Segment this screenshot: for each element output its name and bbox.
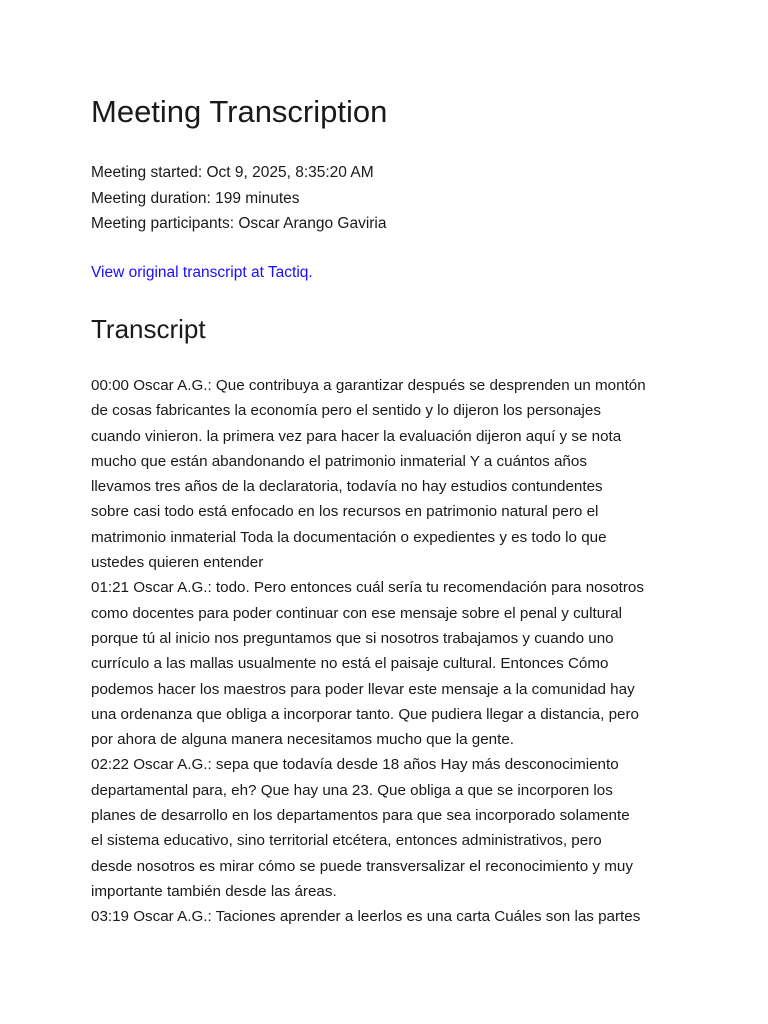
transcript-line: por ahora de alguna manera necesitamos mucho que la gente.: [91, 731, 514, 749]
transcript-entry: [91, 575, 681, 752]
meeting-meta: [91, 160, 387, 237]
transcript-line: matrimonio inmaterial Toda la documentación o expedientes y es todo lo que: [91, 528, 607, 546]
transcript-line: cuando vinieron. la primera vez para hacer la evaluación dijeron aquí y se nota: [91, 427, 622, 445]
transcript-line: 01:21 Oscar A.G.: todo. Pero entonces cuál sería tu recomendación para nosotros: [91, 579, 644, 597]
transcript-body: [91, 373, 681, 930]
transcript-line: el sistema educativo, sino territorial etcétera, entonces administrativos, pero: [91, 832, 602, 850]
transcript-line: 03:19 Oscar A.G.: Taciones aprender a leerlos es una carta Cuáles son las partes: [91, 908, 641, 926]
transcript-line: podemos hacer los maestros para poder llevar este mensaje a la comunidad hay: [91, 680, 635, 698]
meeting-participants: Meeting participants: Oscar Arango Gaviria: [91, 215, 387, 232]
transcript-line: 02:22 Oscar A.G.: sepa que todavía desde 18 años Hay más desconocimiento: [91, 756, 619, 774]
transcript-line: importante también desde las áreas.: [91, 882, 337, 900]
transcript-line: sobre casi todo está enfocado en los recursos en patrimonio natural pero el: [91, 503, 599, 521]
transcript-line: ustedes quieren entender: [91, 554, 264, 572]
transcript-line: currículo a las mallas usualmente no está el paisaje cultural. Entonces Cómo: [91, 655, 609, 673]
meeting-duration: Meeting duration: 199 minutes: [91, 189, 300, 207]
transcript-line: desde nosotros es mirar cómo se puede transversalizar el reconocimiento y muy: [91, 857, 633, 875]
transcript-line: como docentes para poder continuar con ese mensaje sobre el penal y cultural: [91, 604, 623, 622]
view-original-transcript-link[interactable]: View original transcript at Tactiq.: [91, 264, 313, 281]
transcript-line: llevamos tres años de la declaratoria, todavía no hay estudios contundentes: [91, 478, 603, 496]
transcript-line: mucho que están abandonando el patrimonio inmaterial Y a cuántos años: [91, 452, 587, 470]
transcript-line: una ordenanza que obliga a incorporar tanto. Que pudiera llegar a distancia, pero: [91, 705, 639, 723]
transcript-line: porque tú al inicio nos preguntamos que si nosotros trabajamos y cuando uno: [91, 629, 614, 647]
transcript-line: 00:00 Oscar A.G.: Que contribuya a garantizar después se desprenden un montón: [91, 377, 646, 394]
transcript-entry: [91, 904, 681, 929]
transcript-line: de cosas fabricantes la economía pero el sentido y lo dijeron los personajes: [91, 402, 601, 420]
transcript-line: departamental para, eh? Que hay una 23. Que obliga a que se incorporen los: [91, 781, 613, 799]
transcript-heading: Transcript: [91, 314, 206, 344]
transcript-entry: [91, 752, 681, 904]
transcript-line: planes de desarrollo en los departamentos para que sea incorporado solamente: [91, 807, 630, 825]
meeting-started: Meeting started: Oct 9, 2025, 8:35:20 AM: [91, 164, 374, 181]
page-title: Meeting Transcription: [91, 94, 388, 129]
transcript-entry: [91, 373, 681, 575]
